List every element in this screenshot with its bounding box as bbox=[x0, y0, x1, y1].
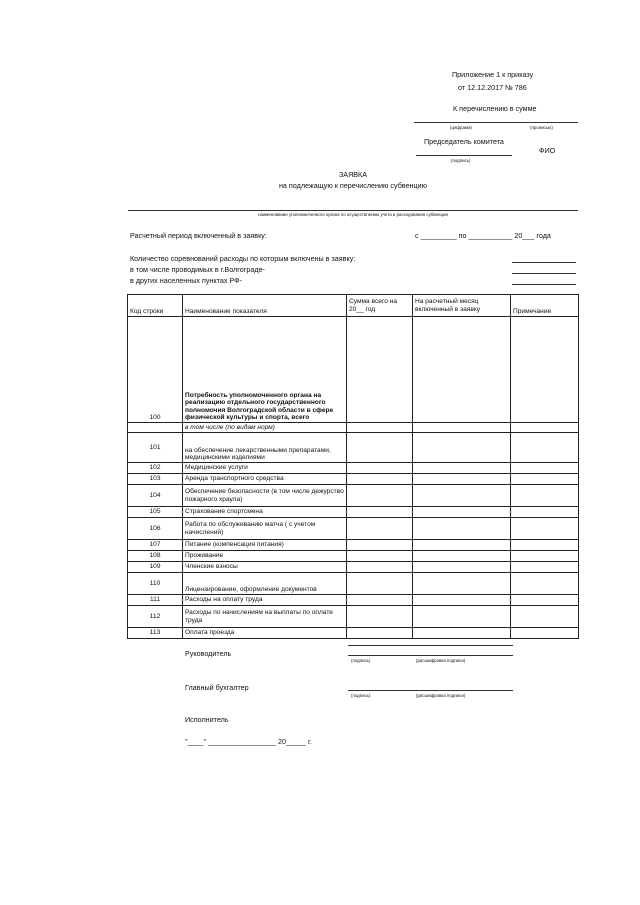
competitions-line-1: Количество соревнований расходы по которым включены в заявку: bbox=[130, 254, 356, 263]
month-cell[interactable] bbox=[413, 433, 511, 463]
row-code: 108 bbox=[128, 551, 183, 562]
table-row bbox=[128, 595, 579, 606]
month-cell[interactable] bbox=[413, 317, 511, 423]
accountant-decode-hint: (расшифровка подписи) bbox=[416, 693, 466, 698]
doc-title: ЗАЯВКА bbox=[338, 170, 368, 179]
header-sum: Сумма всего на 20__ год bbox=[347, 295, 413, 317]
note-cell[interactable] bbox=[511, 518, 579, 540]
row-name: Страхование спортсмена bbox=[183, 507, 347, 518]
row-name: Расходы на оплату труда bbox=[183, 595, 347, 606]
row-name: в том числе (по видам норм) bbox=[183, 423, 347, 433]
competitions-other-line bbox=[512, 284, 576, 285]
head-sig-hint: (подпись) bbox=[351, 658, 371, 663]
organ-name-line bbox=[128, 210, 578, 211]
row-name: Потребность уполномоченного органа на реализацию отдельного государственного полномочия Волгоградской области в сфере физической культуры и спорта, всего bbox=[183, 317, 347, 423]
row-name: Питание (компенсация питания) bbox=[183, 540, 347, 551]
note-cell[interactable] bbox=[511, 485, 579, 507]
table-row-sub bbox=[128, 423, 579, 433]
row-code: 103 bbox=[128, 474, 183, 485]
table-row bbox=[128, 562, 579, 573]
row-name: Медицинские услуги bbox=[183, 463, 347, 474]
organ-hint: наименование уполномоченного органа по осуществлению учета и расходования субвенции bbox=[258, 212, 448, 217]
sum-cell[interactable] bbox=[347, 463, 413, 474]
note-cell[interactable] bbox=[511, 551, 579, 562]
accountant-label: Главный бухгалтер bbox=[185, 683, 249, 692]
accountant-sig-hint: (подпись) bbox=[351, 693, 371, 698]
appendix-line-2: от 12.12.2017 № 786 bbox=[458, 83, 527, 92]
table-row-total bbox=[128, 317, 579, 423]
period-label: Расчетный период включенный в заявку: bbox=[130, 231, 267, 240]
words-hint: (прописью) bbox=[530, 125, 553, 130]
table-row bbox=[128, 507, 579, 518]
month-cell[interactable] bbox=[413, 573, 511, 595]
note-cell[interactable] bbox=[511, 433, 579, 463]
row-code: 112 bbox=[128, 606, 183, 628]
row-name: на обеспечение лекарственными препаратами, медицинскими изделиями bbox=[183, 433, 347, 463]
table-row bbox=[128, 518, 579, 540]
note-cell[interactable] bbox=[511, 562, 579, 573]
accountant-signature-line bbox=[348, 690, 513, 691]
row-code: 111 bbox=[128, 595, 183, 606]
note-cell[interactable] bbox=[511, 595, 579, 606]
row-code: 109 bbox=[128, 562, 183, 573]
note-cell[interactable] bbox=[511, 628, 579, 639]
head-decode-hint: (расшифровка подписи) bbox=[416, 658, 466, 663]
header-code: Код строки bbox=[128, 295, 183, 317]
sum-cell[interactable] bbox=[347, 485, 413, 507]
header-month: На расчетный месяц включенный в заявку bbox=[413, 295, 511, 317]
sum-cell[interactable] bbox=[347, 606, 413, 628]
signature-hint: (подпись) bbox=[451, 158, 471, 163]
sum-cell[interactable] bbox=[347, 433, 413, 463]
indicators-table bbox=[127, 294, 579, 639]
row-code: 100 bbox=[128, 317, 183, 423]
row-name: Расходы по начислениям на выплаты по оплате труда bbox=[183, 606, 347, 628]
doc-subtitle: на подлежащую к перечислению субвенцию bbox=[278, 181, 428, 190]
row-name: Оплата проезда bbox=[183, 628, 347, 639]
row-name: Работа по обслуживанию матча ( с учетом начислений) bbox=[183, 518, 347, 540]
head-signature-line bbox=[348, 655, 513, 656]
executor-label: Исполнитель bbox=[185, 715, 229, 724]
row-code: 110 bbox=[128, 573, 183, 595]
transfer-label: К перечислению в сумме bbox=[453, 104, 537, 113]
table-header-row bbox=[128, 295, 579, 317]
date-line: "____" _________________ 20_____ г. bbox=[185, 737, 312, 746]
chairman-label: Председатель комитета bbox=[424, 137, 504, 146]
table-row bbox=[128, 628, 579, 639]
row-name: Проживание bbox=[183, 551, 347, 562]
header-name: Наименование показателя bbox=[183, 295, 347, 317]
sum-cell[interactable] bbox=[347, 474, 413, 485]
note-cell[interactable] bbox=[511, 606, 579, 628]
row-name: Лицензирование, оформление документов bbox=[183, 573, 347, 595]
competitions-line-3: в других населенных пунктах РФ- bbox=[130, 276, 243, 285]
row-name: Членские взносы bbox=[183, 562, 347, 573]
month-cell[interactable] bbox=[413, 485, 511, 507]
month-cell[interactable] bbox=[413, 540, 511, 551]
sum-cell[interactable] bbox=[347, 562, 413, 573]
note-cell[interactable] bbox=[511, 474, 579, 485]
head-label: Руководитель bbox=[185, 649, 232, 658]
table-row bbox=[128, 540, 579, 551]
table-row bbox=[128, 463, 579, 474]
row-name: Аренда транспортного средства bbox=[183, 474, 347, 485]
sum-cell[interactable] bbox=[347, 507, 413, 518]
competitions-count-line bbox=[512, 262, 576, 263]
month-cell[interactable] bbox=[413, 423, 511, 433]
row-code: 107 bbox=[128, 540, 183, 551]
row-code: 106 bbox=[128, 518, 183, 540]
fio-label: ФИО bbox=[539, 146, 556, 155]
header-note: Примечание bbox=[511, 295, 579, 317]
head-top-line bbox=[348, 645, 513, 646]
sum-cell[interactable] bbox=[347, 518, 413, 540]
table-row bbox=[128, 474, 579, 485]
digits-hint: (цифрами) bbox=[450, 125, 472, 130]
period-value: с _________ по ___________ 20___ года bbox=[415, 231, 551, 240]
note-cell[interactable] bbox=[511, 463, 579, 474]
month-cell[interactable] bbox=[413, 463, 511, 474]
chairman-signature-line bbox=[416, 155, 512, 156]
row-code: 102 bbox=[128, 463, 183, 474]
month-cell[interactable] bbox=[413, 562, 511, 573]
month-cell[interactable] bbox=[413, 628, 511, 639]
table-row bbox=[128, 606, 579, 628]
row-code: 101 bbox=[128, 433, 183, 463]
sum-cell[interactable] bbox=[347, 628, 413, 639]
month-cell[interactable] bbox=[413, 518, 511, 540]
competitions-line-2: в том числе проводимых в г.Волгограде- bbox=[130, 265, 265, 274]
note-cell[interactable] bbox=[511, 423, 579, 433]
row-code: 113 bbox=[128, 628, 183, 639]
competitions-volgograd-line bbox=[512, 273, 576, 274]
table-row bbox=[128, 573, 579, 595]
sum-cell[interactable] bbox=[347, 423, 413, 433]
month-cell[interactable] bbox=[413, 606, 511, 628]
month-cell[interactable] bbox=[413, 595, 511, 606]
table-row bbox=[128, 433, 579, 463]
sum-cell[interactable] bbox=[347, 317, 413, 423]
month-cell[interactable] bbox=[413, 474, 511, 485]
transfer-amount-line bbox=[414, 122, 578, 123]
appendix-line-1: Приложение 1 к приказу bbox=[452, 70, 534, 79]
note-cell[interactable] bbox=[511, 507, 579, 518]
note-cell[interactable] bbox=[511, 540, 579, 551]
sum-cell[interactable] bbox=[347, 540, 413, 551]
sum-cell[interactable] bbox=[347, 551, 413, 562]
month-cell[interactable] bbox=[413, 551, 511, 562]
row-code: 105 bbox=[128, 507, 183, 518]
row-code: 104 bbox=[128, 485, 183, 507]
note-cell[interactable] bbox=[511, 573, 579, 595]
row-name: Обеспечение безопасности (в том числе дежурство пожарного храула) bbox=[183, 485, 347, 507]
table-row bbox=[128, 485, 579, 507]
sum-cell[interactable] bbox=[347, 573, 413, 595]
sum-cell[interactable] bbox=[347, 595, 413, 606]
note-cell[interactable] bbox=[511, 317, 579, 423]
month-cell[interactable] bbox=[413, 507, 511, 518]
table-row bbox=[128, 551, 579, 562]
